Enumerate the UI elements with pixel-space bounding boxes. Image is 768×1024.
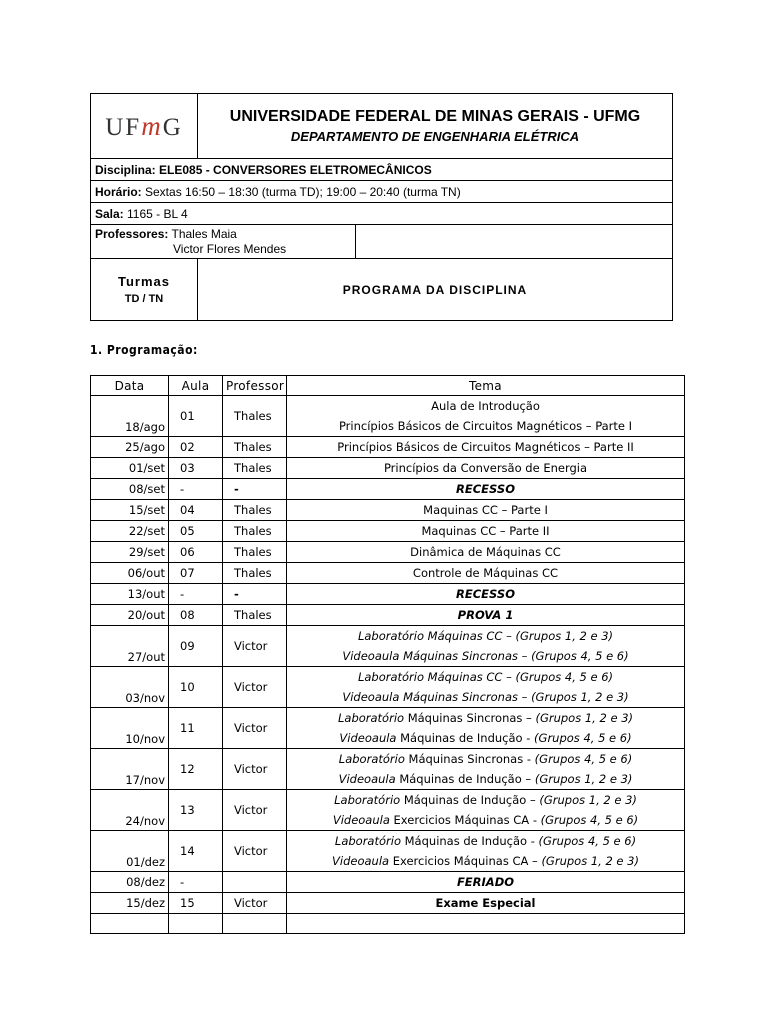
row-tema: [287, 542, 685, 563]
row-date: 03/nov: [91, 667, 169, 708]
row-date: 10/nov: [91, 708, 169, 749]
tema-text: (Grupos 4, 5 e 6): [538, 834, 637, 848]
row-professor: Thales: [223, 500, 287, 521]
row-date: 01/dez: [91, 831, 169, 872]
tema-line: [289, 416, 682, 436]
row-date: 13/out: [91, 584, 169, 605]
row-tema: [287, 749, 685, 790]
tema-line: [289, 437, 682, 457]
row-date: 15/set: [91, 500, 169, 521]
tema-text: (Grupos 4, 5 e 6): [534, 752, 633, 766]
row-aula: 04: [169, 500, 223, 521]
tema-text: RECESSO: [456, 482, 515, 496]
tema-line: [289, 542, 682, 562]
row-aula: 05: [169, 521, 223, 542]
tema-line: [289, 687, 682, 707]
row-aula: 10: [169, 667, 223, 708]
row-aula: -: [169, 479, 223, 500]
tema-text: FERIADO: [456, 875, 515, 889]
table-row: [91, 708, 685, 749]
row-professor: -: [223, 479, 287, 500]
horario-label: Horário:: [95, 184, 142, 199]
ufmg-logo: UFmG: [105, 110, 183, 141]
row-aula: 13: [169, 790, 223, 831]
row-tema: [287, 831, 685, 872]
tema-text: Laboratório: [338, 752, 405, 766]
row-date: 24/nov: [91, 790, 169, 831]
tema-text: Laboratório: [337, 711, 405, 725]
tema-text: (Grupos 4, 5 e 6): [534, 731, 632, 745]
professores-label: Professores:: [95, 226, 169, 241]
row-professor: Thales: [223, 563, 287, 584]
tema-line: [289, 396, 682, 416]
tema-text: Máquinas de Indução –: [395, 772, 535, 786]
col-professor: Professor: [223, 376, 287, 396]
row-tema: [287, 914, 685, 934]
row-tema: [287, 708, 685, 749]
tema-line: [289, 563, 682, 583]
row-professor: [223, 914, 287, 934]
row-date: 06/out: [91, 563, 169, 584]
tema-text: (Grupos 4, 5 e 6): [540, 813, 639, 827]
row-aula: 14: [169, 831, 223, 872]
tema-text: RECESSO: [456, 587, 515, 601]
row-aula: 15: [169, 893, 223, 914]
row-aula: 08: [169, 605, 223, 626]
row-professor: Victor: [223, 626, 287, 667]
row-date: 17/nov: [91, 749, 169, 790]
row-aula: 01: [169, 396, 223, 437]
tema-line: [289, 500, 682, 520]
tema-line: [289, 790, 682, 810]
row-professor: Thales: [223, 605, 287, 626]
horario-value: Sextas 16:50 – 18:30 (turma TD); 19:00 – 20:40 (turma TN): [141, 184, 461, 199]
row-tema: [287, 437, 685, 458]
university-name: UNIVERSIDADE FEDERAL DE MINAS GERAIS - UFMG: [229, 108, 641, 125]
tema-text: Laboratório Máquinas CC – (Grupos 4, 5 e 6): [357, 670, 614, 684]
row-date: 25/ago: [91, 437, 169, 458]
row-tema: [287, 396, 685, 437]
row-date: 08/dez: [91, 872, 169, 893]
tema-text: Princípios Básicos de Circuitos Magnéticos – Parte I: [338, 419, 633, 433]
tema-text: Exercicios Máquinas CA –: [389, 854, 542, 868]
tema-line: [289, 521, 682, 541]
programa-title: PROGRAMA DA DISCIPLINA: [198, 259, 673, 321]
tema-text: (Grupos 1, 2 e 3): [535, 711, 633, 725]
empty-cell: [356, 225, 673, 259]
title-cell: [198, 94, 673, 159]
row-aula: 06: [169, 542, 223, 563]
tema-text: Laboratório: [334, 793, 401, 807]
logo-cell: [91, 94, 198, 159]
tema-line: [289, 810, 682, 830]
row-professor: Thales: [223, 437, 287, 458]
row-professor: Thales: [223, 521, 287, 542]
table-row: [91, 749, 685, 790]
tema-line: [289, 646, 682, 666]
table-row: [91, 542, 685, 563]
tema-text: Exercicios Máquinas CA -: [389, 813, 541, 827]
table-row: [91, 396, 685, 437]
disciplina-row: Disciplina: ELE085 - CONVERSORES ELETROMECÂNICOS: [91, 159, 673, 181]
sala-label: Sala:: [95, 206, 124, 221]
row-tema: [287, 872, 685, 893]
professor-1: Thales Maia: [168, 226, 237, 241]
department-name: DEPARTAMENTO DE ENGENHARIA ELÉTRICA: [290, 129, 580, 144]
tema-text: Videoaula: [339, 731, 397, 745]
sala-value: 1165 - BL 4: [123, 206, 188, 221]
sala-row: [91, 203, 673, 225]
row-tema: [287, 893, 685, 914]
turmas-cell: [91, 259, 198, 321]
section-title: 1. Programação:: [90, 343, 198, 357]
row-tema: [287, 605, 685, 626]
table-row: [91, 479, 685, 500]
table-row: [91, 521, 685, 542]
schedule-header: [91, 376, 685, 396]
row-aula: 09: [169, 626, 223, 667]
row-aula: -: [169, 584, 223, 605]
row-professor: Victor: [223, 893, 287, 914]
tema-line: [289, 479, 682, 499]
row-date: [91, 914, 169, 934]
tema-line: [289, 851, 682, 871]
row-professor: Victor: [223, 749, 287, 790]
tema-text: Controle de Máquinas CC: [412, 566, 559, 580]
header-table: [90, 93, 673, 321]
tema-text: Aula de Introdução: [431, 399, 540, 413]
row-professor: Victor: [223, 790, 287, 831]
tema-line: [289, 749, 682, 769]
tema-text: Videoaula Máquinas Sincronas – (Grupos 1, 2 e 3): [342, 690, 629, 704]
tema-line: [289, 667, 682, 687]
table-row: [91, 563, 685, 584]
row-professor: Victor: [223, 667, 287, 708]
table-row: [91, 914, 685, 934]
row-date: 18/ago: [91, 396, 169, 437]
tema-text: Princípios Básicos de Circuitos Magnéticos – Parte II: [337, 440, 634, 454]
tema-text: Videoaula Máquinas Sincronas – (Grupos 4, 5 e 6): [342, 649, 629, 663]
tema-text: Máquinas de Indução –: [400, 793, 540, 807]
row-aula: 03: [169, 458, 223, 479]
row-professor: [223, 872, 287, 893]
table-row: [91, 790, 685, 831]
tema-line: [289, 893, 682, 913]
tema-text: Princípios da Conversão de Energia: [383, 461, 588, 475]
row-tema: [287, 563, 685, 584]
tema-text: Maquinas CC – Parte I: [423, 503, 548, 517]
row-professor: -: [223, 584, 287, 605]
tema-text: Máquinas de Indução -: [396, 731, 535, 745]
row-date: 01/set: [91, 458, 169, 479]
tema-line: [289, 458, 682, 478]
row-aula: -: [169, 872, 223, 893]
tema-line: [289, 626, 682, 646]
table-row: [91, 584, 685, 605]
tema-line: [289, 584, 682, 604]
row-professor: Thales: [223, 458, 287, 479]
table-row: [91, 893, 685, 914]
row-tema: [287, 584, 685, 605]
tema-text: Máquinas Sincronas -: [404, 752, 535, 766]
table-row: [91, 872, 685, 893]
row-tema: [287, 458, 685, 479]
tema-text: PROVA 1: [457, 608, 514, 622]
tema-text: Dinâmica de Máquinas CC: [410, 545, 561, 559]
table-row: [91, 831, 685, 872]
turmas-sub: TD / TN: [124, 293, 164, 305]
tema-text: Laboratório Máquinas CC – (Grupos 1, 2 e 3): [357, 629, 614, 643]
professor-2: Victor Flores Mendes: [173, 241, 287, 256]
schedule-table: [90, 375, 685, 934]
row-date: 22/set: [91, 521, 169, 542]
row-date: 08/set: [91, 479, 169, 500]
tema-line: [289, 708, 682, 728]
tema-line: [289, 769, 682, 789]
tema-text: Videoaula: [332, 854, 390, 868]
row-aula: [169, 914, 223, 934]
table-row: [91, 458, 685, 479]
row-date: 27/out: [91, 626, 169, 667]
table-row: [91, 437, 685, 458]
row-tema: [287, 521, 685, 542]
professores-cell: [91, 225, 356, 259]
table-row: [91, 500, 685, 521]
tema-line: [289, 872, 682, 892]
tema-text: (Grupos 1, 2 e 3): [534, 772, 633, 786]
col-data: Data: [91, 376, 169, 396]
row-professor: Thales: [223, 396, 287, 437]
col-tema: Tema: [287, 376, 685, 396]
tema-line: [289, 728, 682, 748]
row-professor: Victor: [223, 708, 287, 749]
row-tema: [287, 667, 685, 708]
table-row: [91, 667, 685, 708]
tema-text: (Grupos 1, 2 e 3): [541, 854, 639, 868]
tema-text: Máquinas Sincronas –: [404, 711, 536, 725]
tema-line: [289, 831, 682, 851]
turmas-label: Turmas: [118, 274, 170, 289]
tema-line: [289, 605, 682, 625]
row-tema: [287, 790, 685, 831]
col-aula: Aula: [169, 376, 223, 396]
row-tema: [287, 500, 685, 521]
tema-text: Exame Especial: [435, 896, 536, 910]
row-aula: 07: [169, 563, 223, 584]
tema-text: Videoaula: [338, 772, 396, 786]
row-professor: Victor: [223, 831, 287, 872]
row-date: 29/set: [91, 542, 169, 563]
tema-text: Videoaula: [332, 813, 390, 827]
row-tema: [287, 479, 685, 500]
tema-text: Maquinas CC – Parte II: [421, 524, 550, 538]
row-aula: 11: [169, 708, 223, 749]
tema-text: Máquinas de Indução -: [400, 834, 539, 848]
table-row: [91, 626, 685, 667]
row-aula: 02: [169, 437, 223, 458]
tema-text: Laboratório: [334, 834, 401, 848]
row-date: 20/out: [91, 605, 169, 626]
table-row: [91, 605, 685, 626]
row-date: 15/dez: [91, 893, 169, 914]
row-professor: Thales: [223, 542, 287, 563]
tema-text: (Grupos 1, 2 e 3): [539, 793, 637, 807]
horario-row: [91, 181, 673, 203]
row-tema: [287, 626, 685, 667]
row-aula: 12: [169, 749, 223, 790]
